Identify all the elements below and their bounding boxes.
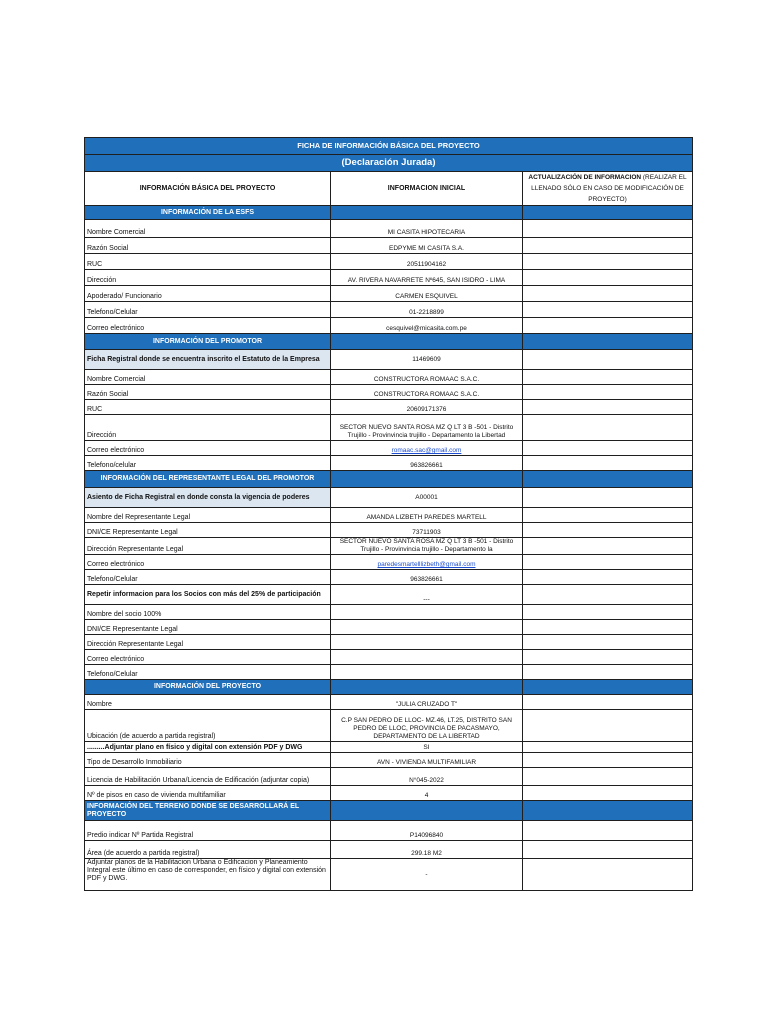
row-label: Apoderado/ Funcionario	[85, 286, 331, 302]
row-value[interactable]: 963826661	[331, 456, 523, 471]
update-cell[interactable]	[523, 220, 693, 238]
table-row	[85, 538, 693, 555]
update-cell[interactable]	[523, 286, 693, 302]
update-cell[interactable]	[523, 710, 693, 742]
row-value[interactable]: -	[331, 859, 523, 891]
update-cell[interactable]	[523, 585, 693, 605]
row-value[interactable]: "JULIA CRUZADO T"	[331, 695, 523, 710]
row-label: Telefono/celular	[85, 456, 331, 471]
update-cell[interactable]	[523, 441, 693, 456]
row-value[interactable]: 11469609	[331, 350, 523, 370]
row-value[interactable]: 963826661	[331, 570, 523, 585]
header-col-update-bold: ACTUALIZACIÓN DE INFORMACION	[528, 174, 642, 181]
update-cell[interactable]	[523, 302, 693, 318]
row-value[interactable]: MI CASITA HIPOTECARIA	[331, 220, 523, 238]
row-label: Razón Social	[85, 385, 331, 400]
section-representante	[85, 471, 693, 488]
plano-prefix: .........	[87, 744, 105, 751]
row-label: Correo electrónico	[85, 650, 331, 665]
form-subtitle: (Declaración Jurada)	[85, 155, 693, 172]
table-row	[85, 270, 693, 286]
update-cell[interactable]	[523, 650, 693, 665]
table-row	[85, 286, 693, 302]
update-cell[interactable]	[523, 695, 693, 710]
row-label: Nombre Comercial	[85, 370, 331, 385]
section-terreno	[85, 801, 693, 821]
table-row	[85, 585, 693, 605]
table-row	[85, 768, 693, 786]
row-value[interactable]: 73711903	[331, 523, 523, 538]
row-value[interactable]: 01-2218899	[331, 302, 523, 318]
table-row	[85, 400, 693, 415]
table-row	[85, 859, 693, 891]
row-label: Telefono/Celular	[85, 665, 331, 680]
table-row	[85, 841, 693, 859]
row-label: Correo electrónico	[85, 555, 331, 570]
ficha-table	[84, 137, 693, 891]
row-value[interactable]: 20609171376	[331, 400, 523, 415]
email-link[interactable]: romaac.sac@gmail.com	[391, 447, 462, 454]
row-label: Dirección	[85, 415, 331, 441]
update-cell[interactable]	[523, 254, 693, 270]
section-heading: INFORMACIÓN DEL TERRENO DONDE SE DESARROLLARÁ EL PROYECTO	[85, 801, 331, 821]
row-label: Telefono/Celular	[85, 302, 331, 318]
update-cell[interactable]	[523, 508, 693, 523]
row-label: Asiento de Ficha Registral en donde consta la vigencia de poderes	[85, 488, 331, 508]
table-row	[85, 523, 693, 538]
table-row	[85, 385, 693, 400]
row-value[interactable]: cesquivel@micasita.com.pe	[331, 318, 523, 334]
update-cell[interactable]	[523, 753, 693, 768]
table-row	[85, 620, 693, 635]
update-cell[interactable]	[523, 786, 693, 801]
update-cell[interactable]	[523, 538, 693, 555]
table-row	[85, 238, 693, 254]
plano-label: Adjuntar plano en físico y digital con extensión PDF y DWG	[104, 744, 303, 751]
row-label: RUC	[85, 400, 331, 415]
row-label: Ficha Registral donde se encuentra inscrito el Estatuto de la Empresa	[85, 350, 331, 370]
update-cell[interactable]	[523, 635, 693, 650]
update-cell[interactable]	[523, 385, 693, 400]
row-value[interactable]: P14096840	[331, 821, 523, 841]
table-row	[85, 710, 693, 742]
update-cell[interactable]	[523, 415, 693, 441]
row-value[interactable]: AMANDA LIZBETH PAREDES MARTELL	[331, 508, 523, 523]
table-row	[85, 508, 693, 523]
section-esfs	[85, 206, 693, 220]
row-label: Telefono/Celular	[85, 570, 331, 585]
row-label: Ubicación (de acuerdo a partida registral)	[85, 710, 331, 742]
row-label: RUC	[85, 254, 331, 270]
row-value[interactable]: SECTOR NUEVO SANTA ROSA MZ Q LT 3 B -501 - Distrito Trujillo - Provinvincia trujillo - Departamento la Libertad	[331, 415, 523, 441]
update-cell[interactable]	[523, 488, 693, 508]
row-label: Nombre del socio 100%	[85, 605, 331, 620]
update-cell[interactable]	[523, 523, 693, 538]
row-value[interactable]	[331, 620, 523, 635]
row-value[interactable]: N°045-2022	[331, 768, 523, 786]
update-cell[interactable]	[523, 768, 693, 786]
row-label: Dirección Representante Legal	[85, 538, 331, 555]
update-cell[interactable]	[523, 370, 693, 385]
table-row	[85, 742, 693, 753]
table-row	[85, 220, 693, 238]
section-proyecto	[85, 680, 693, 695]
column-header-row	[85, 172, 693, 206]
update-cell[interactable]	[523, 742, 693, 753]
row-value[interactable]: SECTOR NUEVO SANTA ROSA MZ Q LT 3 B -501 - Distrito Trujillo - Provinvincia trujillo - Departamento la	[331, 538, 523, 555]
row-label: Nombre del Representante Legal	[85, 508, 331, 523]
table-row	[85, 635, 693, 650]
table-row	[85, 786, 693, 801]
row-label: Correo electrónico	[85, 441, 331, 456]
row-label: Área (de acuerdo a partida registral)	[85, 841, 331, 859]
update-cell[interactable]	[523, 841, 693, 859]
update-cell[interactable]	[523, 605, 693, 620]
table-row	[85, 753, 693, 768]
update-cell[interactable]	[523, 238, 693, 254]
row-label: Nombre Comercial	[85, 220, 331, 238]
table-row	[85, 570, 693, 585]
row-label: Predio indicar Nº Partida Registral	[85, 821, 331, 841]
row-value[interactable]	[331, 441, 523, 456]
table-row	[85, 695, 693, 710]
row-value[interactable]: 4	[331, 786, 523, 801]
update-cell[interactable]	[523, 665, 693, 680]
table-row	[85, 650, 693, 665]
row-value[interactable]	[331, 555, 523, 570]
row-value[interactable]: SI	[331, 742, 523, 753]
row-label	[85, 742, 331, 753]
row-label: Adjuntar planos de la Habilitacion Urbana o Edificacion y Planeamiento Integral este último en caso de corresponder, en físico y digital con extensión PDF y DWG.	[85, 859, 331, 891]
table-row	[85, 350, 693, 370]
header-col-update-note: (REALIZAR EL LLENADO SÓLO EN CASO DE MODIFICACIÓN DE PROYECTO)	[531, 174, 687, 203]
row-label: DNI/CE Representante Legal	[85, 620, 331, 635]
row-label: Nº de pisos en caso de vivienda multifamiliar	[85, 786, 331, 801]
table-row	[85, 441, 693, 456]
update-cell[interactable]	[523, 350, 693, 370]
subtitle-row	[85, 155, 693, 172]
row-value[interactable]: AV. RIVERA NAVARRETE Nº645, SAN ISIDRO - LIMA	[331, 270, 523, 286]
row-value[interactable]: CARMEN ESQUIVEL	[331, 286, 523, 302]
header-col-basic-info: INFORMACIÓN BÁSICA DEL PROYECTO	[85, 172, 331, 206]
row-label: Razón Social	[85, 238, 331, 254]
row-label: Licencia de Habilitación Urbana/Licencia de Edificación (adjuntar copia)	[85, 768, 331, 786]
section-heading: INFORMACIÓN DE LA ESFS	[85, 206, 331, 220]
table-row	[85, 456, 693, 471]
row-value[interactable]	[331, 605, 523, 620]
row-value[interactable]: C.P SAN PEDRO DE LLOC- MZ.46, LT.25, DISTRITO SAN PEDRO DE LLOC, PROVINCIA DE PACASMAYO, DEPARTAMENTO DE LA LIBERTAD	[331, 710, 523, 742]
row-value[interactable]: 299.18 M2	[331, 841, 523, 859]
table-row	[85, 488, 693, 508]
header-col-initial-info: INFORMACION INICIAL	[331, 172, 523, 206]
row-value[interactable]	[331, 650, 523, 665]
row-value[interactable]: AVN - VIVIENDA MULTIFAMILIAR	[331, 753, 523, 768]
table-row	[85, 665, 693, 680]
row-value[interactable]: CONSTRUCTORA ROMAAC S.A.C.	[331, 385, 523, 400]
update-cell[interactable]	[523, 456, 693, 471]
title-row	[85, 138, 693, 155]
section-heading: INFORMACIÓN DEL REPRESENTANTE LEGAL DEL PROMOTOR	[85, 471, 331, 488]
section-heading: INFORMACIÓN DEL PROYECTO	[85, 680, 331, 695]
update-cell[interactable]	[523, 570, 693, 585]
email-link[interactable]: paredesmartelllizbeth@gmail.com	[377, 561, 476, 568]
row-value[interactable]: ---	[331, 585, 523, 605]
update-cell[interactable]	[523, 821, 693, 841]
row-label: DNI/CE Representante Legal	[85, 523, 331, 538]
row-value[interactable]: EDPYME MI CASITA S.A.	[331, 238, 523, 254]
row-value[interactable]: 20511904162	[331, 254, 523, 270]
table-row	[85, 302, 693, 318]
row-label: Nombre	[85, 695, 331, 710]
row-value[interactable]: A00001	[331, 488, 523, 508]
update-cell[interactable]	[523, 400, 693, 415]
row-value[interactable]: CONSTRUCTORA ROMAAC S.A.C.	[331, 370, 523, 385]
table-row	[85, 605, 693, 620]
form-title: FICHA DE INFORMACIÓN BÁSICA DEL PROYECTO	[85, 138, 693, 155]
table-row	[85, 821, 693, 841]
section-heading: INFORMACIÓN DEL PROMOTOR	[85, 334, 331, 350]
table-row	[85, 254, 693, 270]
update-cell[interactable]	[523, 555, 693, 570]
row-label: Tipo de Desarrollo Inmobiliario	[85, 753, 331, 768]
row-label: Correo electrónico	[85, 318, 331, 334]
header-col-update	[523, 172, 693, 206]
update-cell[interactable]	[523, 318, 693, 334]
row-label: Dirección	[85, 270, 331, 286]
update-cell[interactable]	[523, 859, 693, 891]
table-row	[85, 555, 693, 570]
row-value[interactable]	[331, 665, 523, 680]
section-promotor	[85, 334, 693, 350]
update-cell[interactable]	[523, 270, 693, 286]
row-value[interactable]	[331, 635, 523, 650]
row-label: Dirección Representante Legal	[85, 635, 331, 650]
update-cell[interactable]	[523, 620, 693, 635]
socios-heading: Repetir informacion para los Socios con más del 25% de participación	[85, 585, 331, 605]
table-row	[85, 318, 693, 334]
table-row	[85, 415, 693, 441]
table-row	[85, 370, 693, 385]
